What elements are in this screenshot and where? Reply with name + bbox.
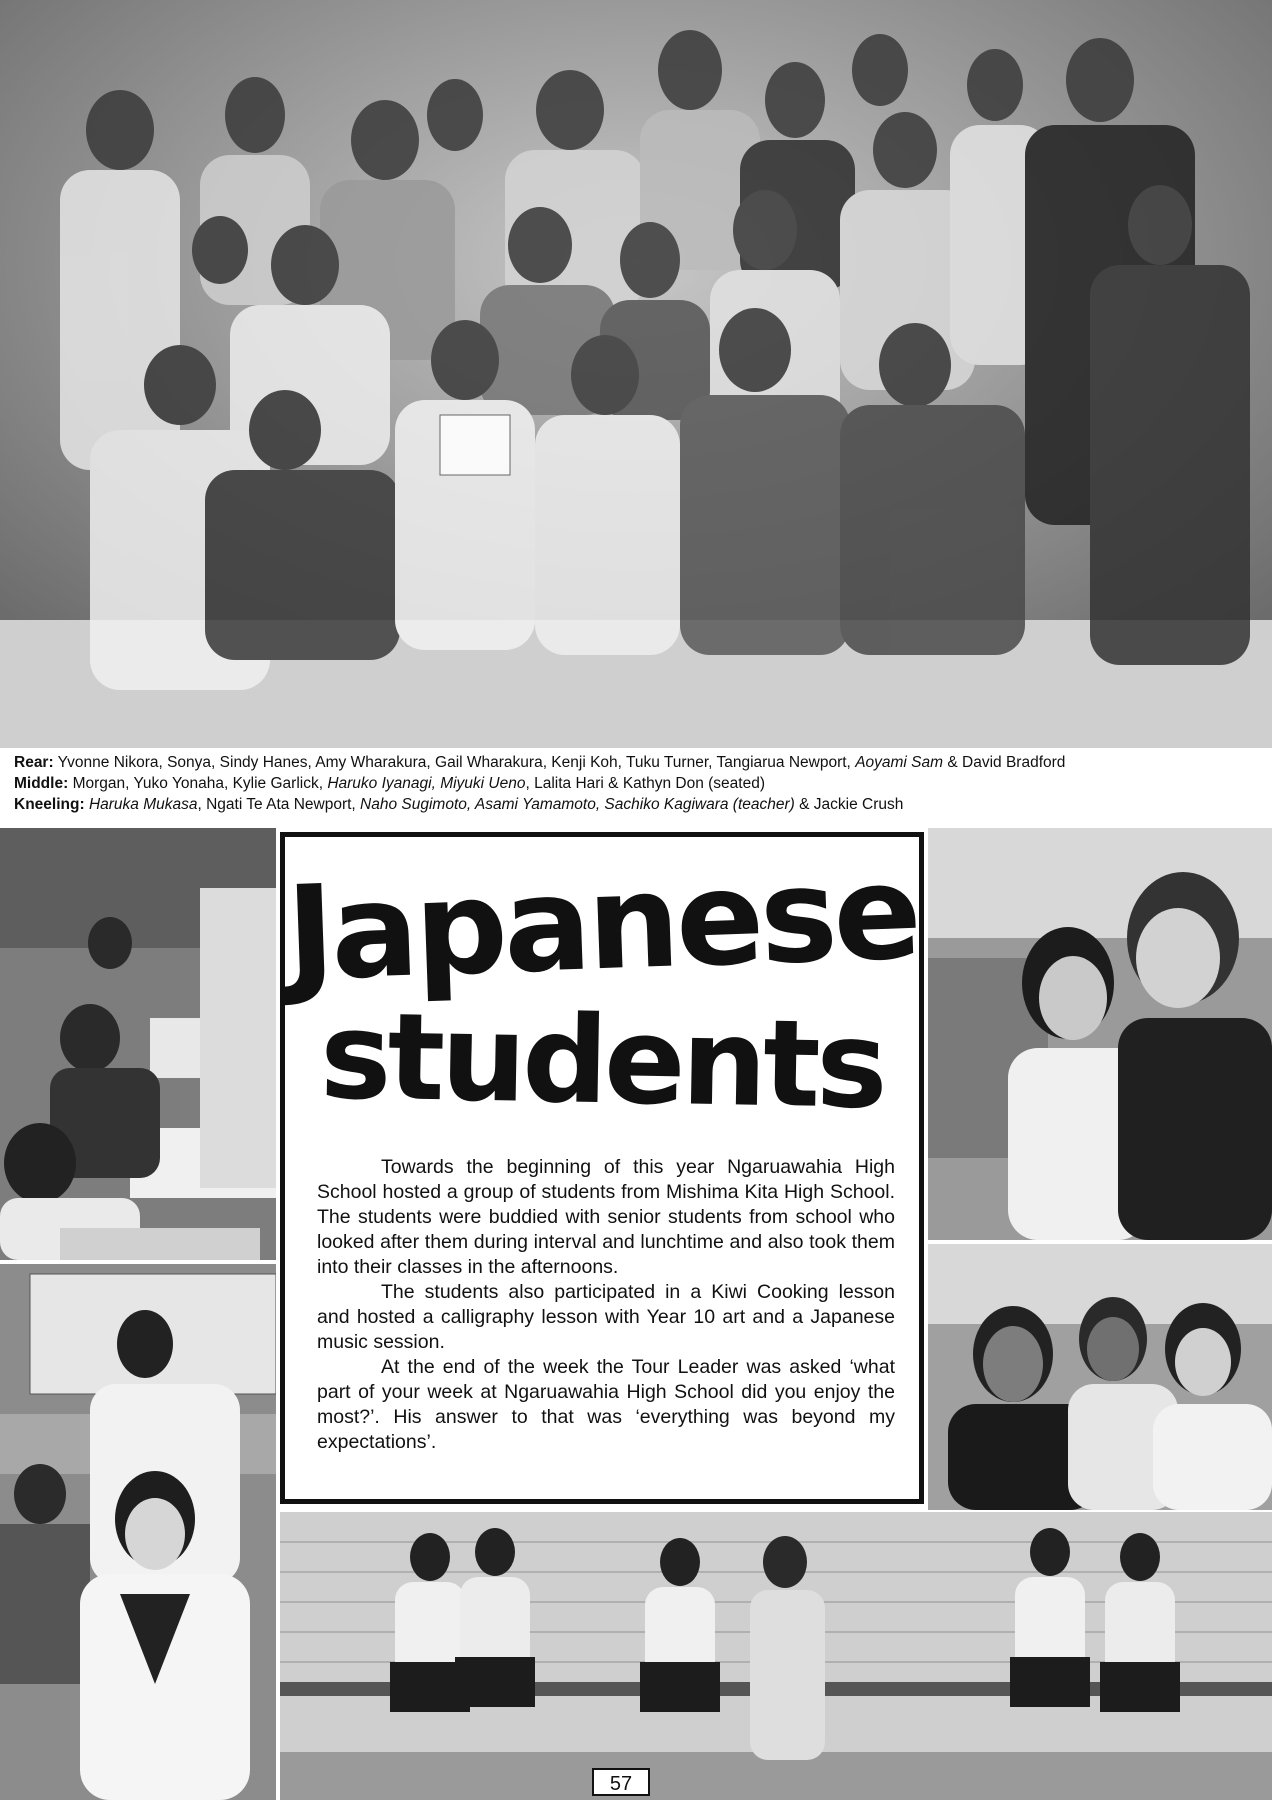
computer-lab-photo xyxy=(0,828,276,1260)
classroom-photo xyxy=(0,1264,276,1800)
article-paragraph: The students also participated in a Kiwi Cooking lesson and hosted a calligraphy lesson with Year 10 art and a Japanese music session. xyxy=(317,1281,895,1353)
caption-middle-row: Middle: Morgan, Yuko Yonaha, Kylie Garlick, Haruko Iyanagi, Miyuki Ueno, Lalita Hari & Kathyn Don (seated) xyxy=(14,775,765,792)
article-paragraph: Towards the beginning of this year Ngaruawahia High School hosted a group of students from Mishima Kita High School. The students were buddied with senior students from school who looked after them during interval and lunchtime and also took them into their classes in the afternoons. xyxy=(317,1156,895,1278)
page-number: 57 xyxy=(592,1768,650,1796)
group-photo xyxy=(0,0,1272,748)
bench-lunch-photo xyxy=(280,1512,1272,1800)
photo-caption xyxy=(14,752,1258,815)
caption-rear-row: Rear: Yvonne Nikora, Sonya, Sindy Hanes, Amy Wharakura, Gail Wharakura, Kenji Koh, Tuku Turner, Tangiarua Newport, Aoyami Sam & David Bradford xyxy=(14,754,1066,771)
smiling-students-photo xyxy=(928,1244,1272,1510)
article-paragraph: At the end of the week the Tour Leader was asked ‘what part of your week at Ngaruawahia High School did you enjoy the most?’. His answer to that was ‘everything was beyond my expectations’. xyxy=(317,1356,895,1453)
article-body xyxy=(317,1155,895,1455)
article-title-line2: students xyxy=(318,987,886,1136)
two-students-photo xyxy=(928,828,1272,1240)
article-title-line1: Japanese xyxy=(283,836,921,1010)
article-box xyxy=(280,832,924,1504)
caption-kneeling-row: Kneeling: Haruka Mukasa, Ngati Te Ata Newport, Naho Sugimoto, Asami Yamamoto, Sachiko Kagiwara (teacher) & Jackie Crush xyxy=(14,796,904,813)
